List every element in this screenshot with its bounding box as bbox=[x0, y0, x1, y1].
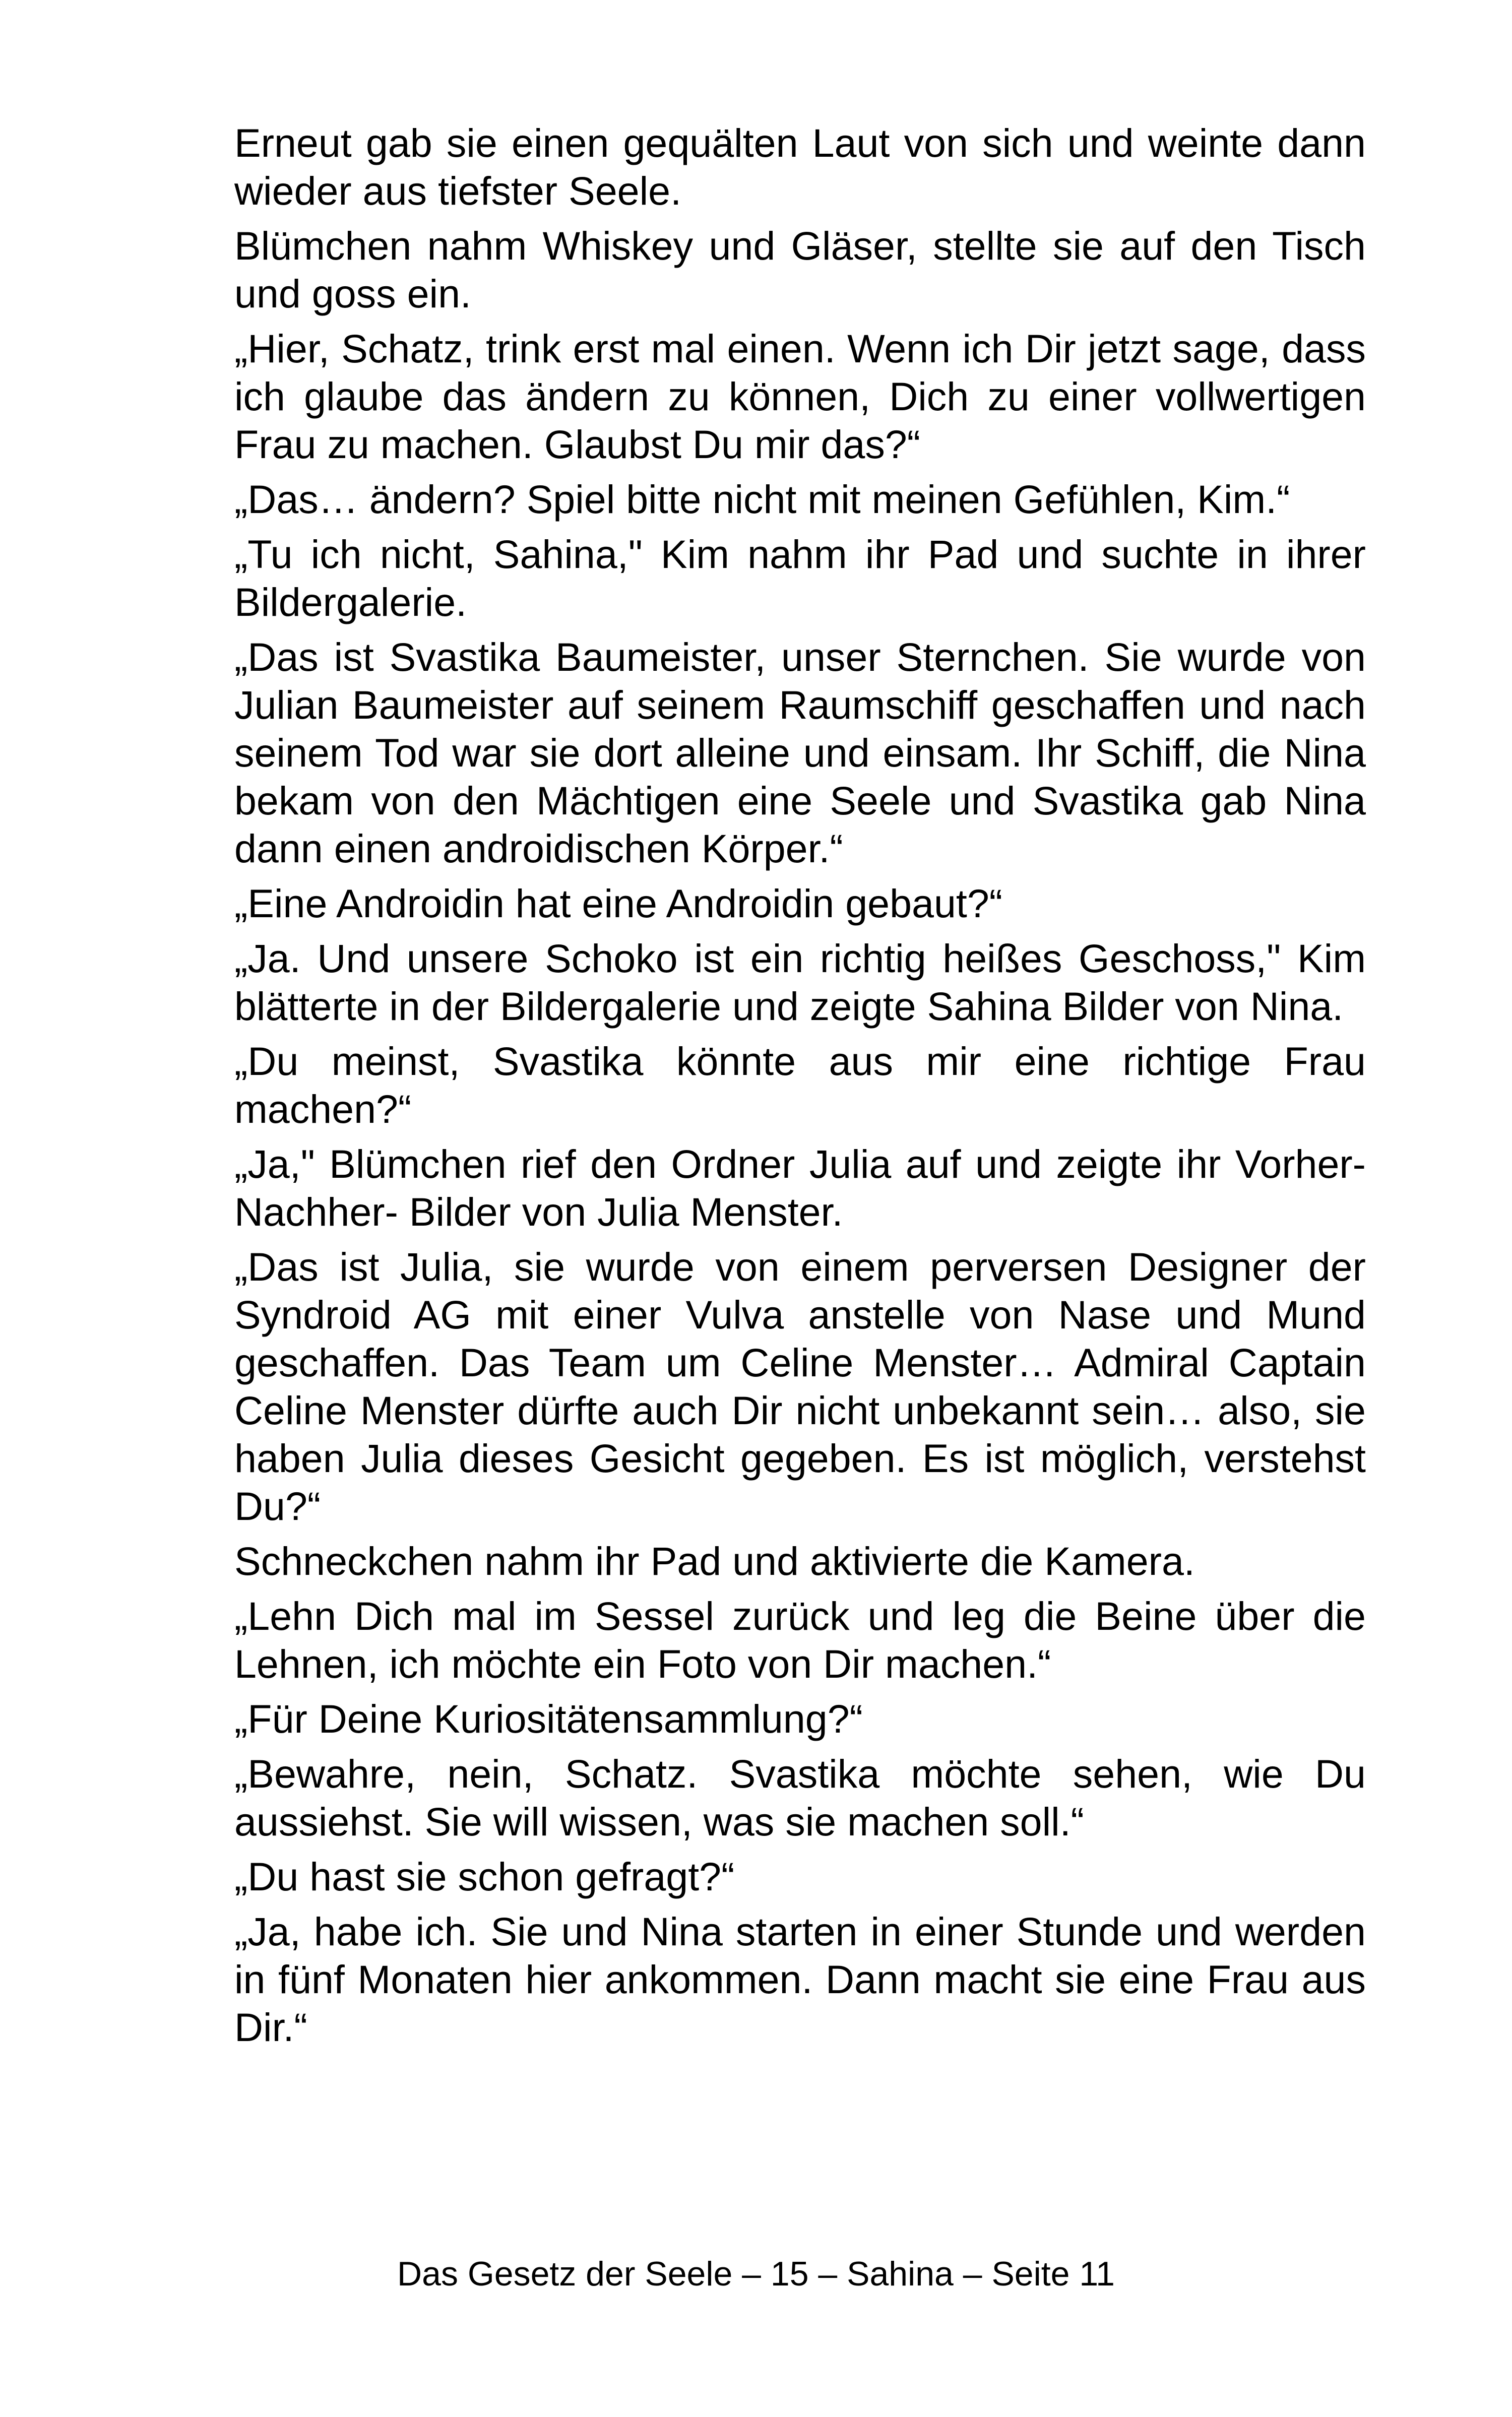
paragraph-10: „Ja," Blümchen rief den Ordner Julia auf und zeigte ihr Vorher- Nachher- Bilder von Julia Menster. bbox=[234, 1141, 1366, 1234]
paragraph-5: „Tu ich nicht, Sahina," Kim nahm ihr Pad und suchte in ihrer Bildergalerie. bbox=[234, 532, 1366, 624]
page-body bbox=[234, 119, 1366, 2058]
paragraph-1: Erneut gab sie einen gequälten Laut von sich und weinte dann wieder aus tiefster Seele. bbox=[234, 120, 1366, 213]
paragraph-4: „Das… ändern? Spiel bitte nicht mit meinen Gefühlen, Kim.“ bbox=[234, 477, 1290, 522]
paragraph-6: „Das ist Svastika Baumeister, unser Sternchen. Sie wurde von Julian Baumeister auf seinem Raumschiff geschaffen und nach seinem Tod war sie dort alleine und einsam. Ihr Schiff, die Nina bekam von den Mächtigen eine Seele und Svastika gab Nina dann einen androidischen Körper.“ bbox=[234, 634, 1366, 871]
paragraph-17: „Ja, habe ich. Sie und Nina starten in einer Stunde und werden in fünf Monaten hier ankommen. Dann macht sie eine Frau aus Dir.“ bbox=[234, 1909, 1366, 2050]
paragraph-11: „Das ist Julia, sie wurde von einem perversen Designer der Syndroid AG mit einer Vulva anstelle von Nase und Mund geschaffen. Das Team um Celine Menster… Admiral Captain Celine Menster dürfte auch Dir nicht unbekannt sein… also, sie haben Julia dieses Gesicht gegeben. Es ist möglich, verstehst Du?“ bbox=[234, 1244, 1366, 1529]
paragraph-3: „Hier, Schatz, trink erst mal einen. Wenn ich Dir jetzt sage, dass ich glaube das ändern zu können, Dich zu einer vollwertigen Frau zu machen. Glaubst Du mir das?“ bbox=[234, 326, 1366, 467]
paragraph-9: „Du meinst, Svastika könnte aus mir eine richtige Frau machen?“ bbox=[234, 1039, 1366, 1131]
paragraph-15: „Bewahre, nein, Schatz. Svastika möchte sehen, wie Du aussiehst. Sie will wissen, was sie machen soll.“ bbox=[234, 1751, 1366, 1844]
paragraph-16: „Du hast sie schon gefragt?“ bbox=[234, 1854, 735, 1899]
paragraph-8: „Ja. Und unsere Schoko ist ein richtig heißes Geschoss," Kim blätterte in der Bildergalerie und zeigte Sahina Bilder von Nina. bbox=[234, 936, 1366, 1029]
paragraph-2: Blümchen nahm Whiskey und Gläser, stellte sie auf den Tisch und goss ein. bbox=[234, 223, 1366, 316]
page-footer: Das Gesetz der Seele – 15 – Sahina – Seite 11 bbox=[397, 2255, 1115, 2293]
paragraph-12: Schneckchen nahm ihr Pad und aktivierte die Kamera. bbox=[234, 1539, 1195, 1583]
paragraph-13: „Lehn Dich mal im Sessel zurück und leg die Beine über die Lehnen, ich möchte ein Foto von Dir machen.“ bbox=[234, 1594, 1366, 1686]
paragraph-14: „Für Deine Kuriositätensammlung?“ bbox=[234, 1696, 863, 1741]
paragraph-7: „Eine Androidin hat eine Androidin gebaut?“ bbox=[234, 881, 1003, 926]
